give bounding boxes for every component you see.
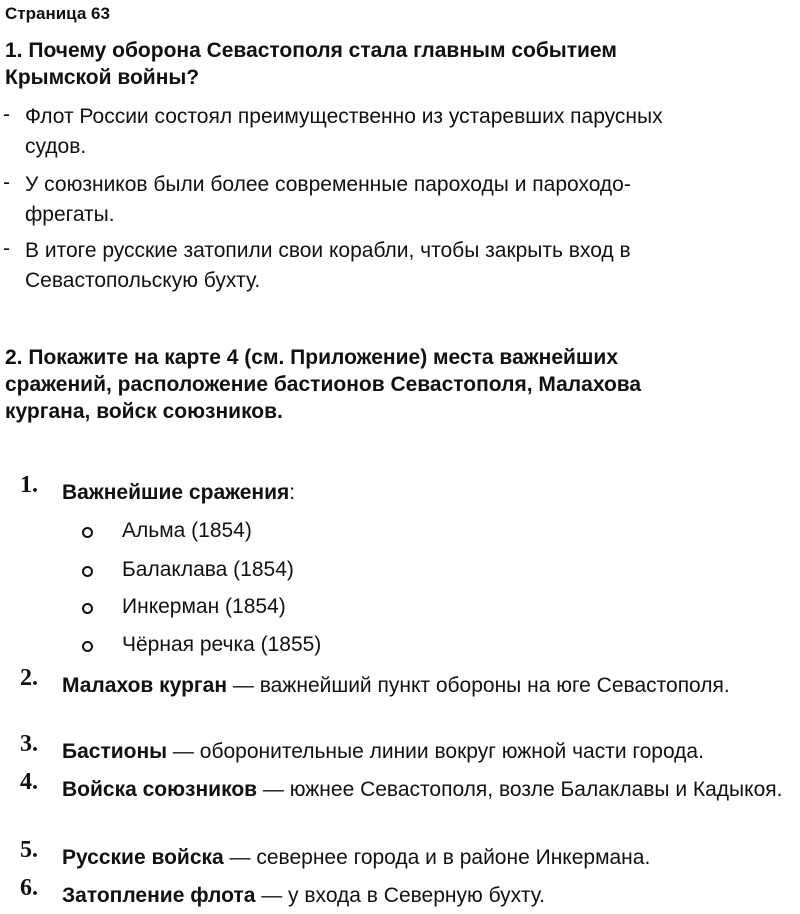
- circle-bullet-icon: [82, 566, 93, 577]
- item-term: Бастионы: [62, 740, 168, 763]
- circle-bullet-icon: [82, 527, 93, 538]
- question-1-title: [5, 37, 795, 91]
- battle-label: Альма (1854): [122, 519, 252, 542]
- item-term: Важнейшие сражения: [62, 481, 290, 504]
- item-term: Войска союзников: [62, 778, 258, 801]
- answer-1-item-line: судов.: [25, 135, 87, 158]
- item-description: — оборонительные линии вокруг южной части города.: [167, 740, 704, 763]
- question-1-title-line: 1. Почему оборона Севастополя стала главным событием: [5, 39, 617, 62]
- item-description: — у входа в Северную бухту.: [255, 884, 546, 907]
- battle-label: Инкерман (1854): [122, 595, 286, 618]
- item-description: — севернее города и в районе Инкермана.: [223, 846, 651, 869]
- item-term: Малахов курган: [62, 674, 228, 697]
- answer-1-item: [3, 236, 785, 296]
- item-term: Русские войска: [62, 846, 224, 869]
- battle-label: Балаклава (1854): [122, 558, 294, 581]
- answer-1-item: [3, 170, 785, 230]
- item-description: — важнейший пункт обороны на юге Севастополя.: [227, 674, 730, 697]
- answer-1-item: [3, 102, 785, 162]
- answer-2-item: [0, 875, 800, 911]
- answer-2-item: [0, 769, 800, 805]
- item-number: 4.: [20, 769, 38, 795]
- answer-2-item: [0, 837, 800, 873]
- answer-1-item-line: Севастопольскую бухту.: [25, 269, 261, 292]
- item-description: :: [289, 481, 296, 504]
- question-2-title-line: кургана, войск союзников.: [5, 400, 283, 423]
- item-number: 2.: [20, 665, 38, 691]
- item-term: Затопление флота: [62, 884, 256, 907]
- question-2-title: [5, 344, 795, 425]
- page-number: Страница 63: [5, 4, 110, 23]
- question-1-title-line: Крымской войны?: [5, 66, 200, 89]
- question-2-title-line: 2. Покажите на карте 4 (см. Приложение) места важнейших: [5, 346, 618, 369]
- circle-bullet-icon: [82, 641, 93, 652]
- question-2-title-line: сражений, расположение бастионов Севастополя, Малахова: [5, 373, 642, 396]
- dash-marker: -: [3, 237, 10, 260]
- item-description: — южнее Севастополя, возле Балаклавы и Кадыкоя.: [257, 778, 783, 801]
- item-number: 6.: [20, 875, 38, 901]
- item-number: 5.: [20, 837, 38, 863]
- answer-1-item-line: В итоге русские затопили свои корабли, чтобы закрыть вход в: [25, 239, 631, 262]
- battle-label: Чёрная речка (1855): [122, 633, 322, 656]
- circle-bullet-icon: [82, 603, 93, 614]
- answer-2-item: [0, 665, 800, 701]
- dash-marker: -: [3, 103, 10, 126]
- answer-1-item-line: Флот России состоял преимущественно из устаревших парусных: [25, 105, 663, 128]
- answer-2-item: [0, 731, 800, 767]
- answer-1-item-line: У союзников были более современные пароходы и пароходо-: [25, 173, 631, 196]
- item-number: 3.: [20, 731, 38, 757]
- answer-1-item-line: фрегаты.: [25, 203, 115, 226]
- item-number: 1.: [20, 472, 38, 498]
- answer-2-item: [0, 472, 800, 508]
- dash-marker: -: [3, 171, 10, 194]
